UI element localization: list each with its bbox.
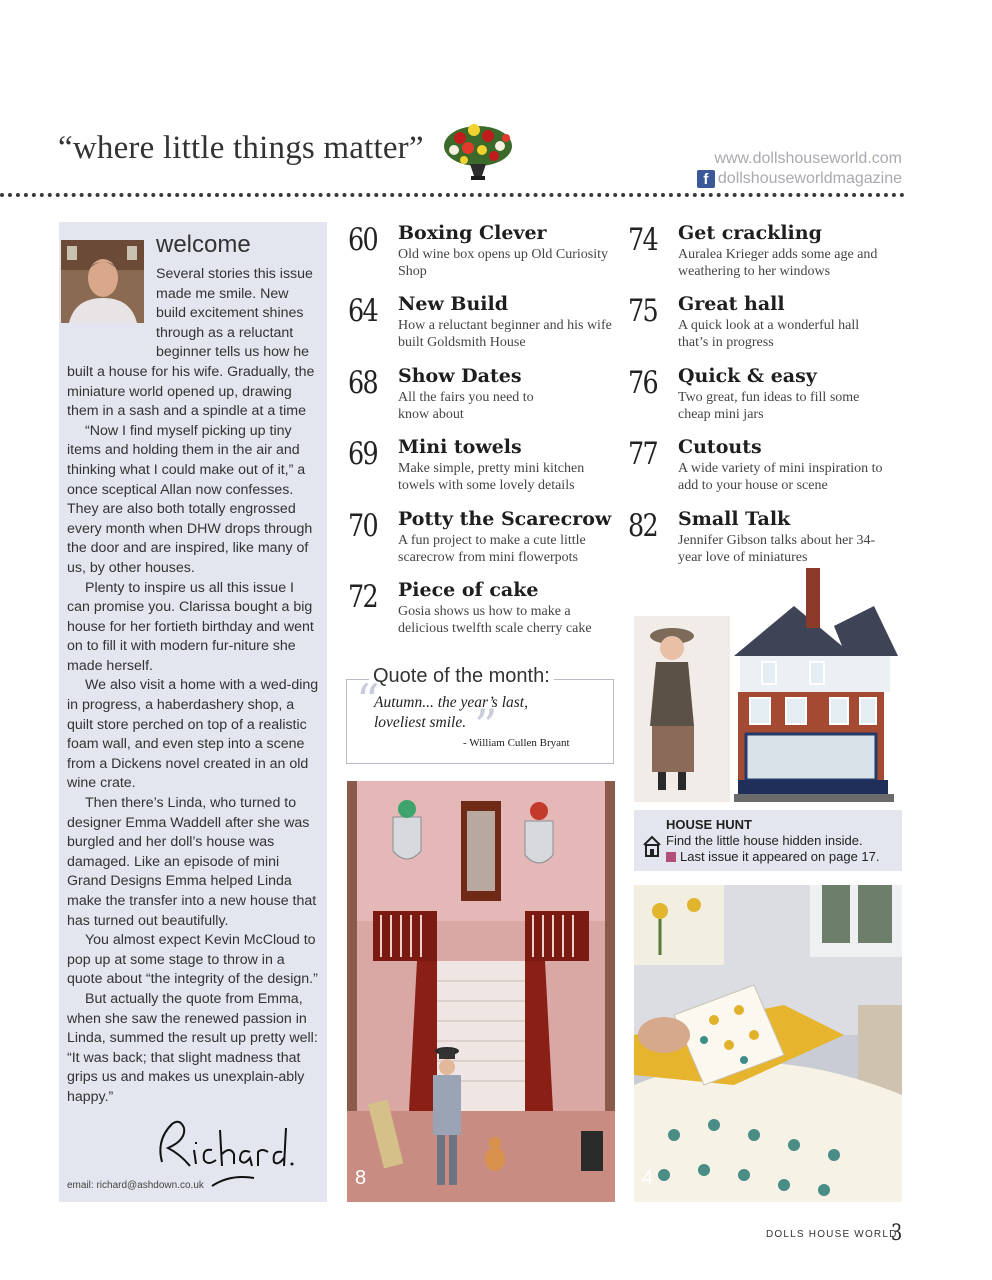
facebook-handle: dollshouseworldmagazine [717, 170, 902, 187]
open-quote-icon: “ [356, 674, 380, 728]
toc-title: Get crackling [678, 222, 822, 244]
cushion-bed-image [634, 885, 902, 1202]
bedroom-photo [634, 885, 902, 1202]
footer-page-number: 3 [891, 1221, 903, 1246]
toc-title: Mini towels [398, 436, 522, 458]
toc-page-number: 75 [628, 293, 658, 329]
quote-text: Autumn... the year’s last, loveliest smile. [374, 694, 528, 731]
toc-title: Potty the Scarecrow [398, 508, 612, 530]
toc-description: All the fairs you need to know about [398, 390, 534, 422]
square-bullet-icon [666, 852, 676, 862]
toc-page-number: 74 [628, 222, 658, 258]
footer-magazine-name: DOLLS HOUSE WORLD [766, 1229, 898, 1240]
toc-description: A wide variety of mini inspiration to add to your house or scene [678, 461, 883, 493]
toc-description: Gosia shows us how to make a delicious twelfth scale cherry cake [398, 604, 592, 636]
toc-description: A quick look at a wonderful hall that’s in progress [678, 318, 860, 350]
flower-bouquet-icon [440, 116, 516, 186]
toc-page-number: 60 [348, 222, 378, 258]
toc-title: New Build [398, 293, 509, 315]
toc-description: How a reluctant beginner and his wife built Goldsmith House [398, 318, 612, 350]
toc-page-number: 77 [628, 436, 658, 472]
toc-description: A fun project to make a cute little scarecrow from mini flowerpots [398, 533, 586, 565]
house-hunt-last-issue [666, 849, 879, 864]
facebook-link[interactable] [697, 170, 902, 188]
house-hunt-title: HOUSE HUNT [666, 817, 752, 832]
toc-title: Quick & easy [678, 365, 817, 387]
house-hunt-instruction: Find the little house hidden inside. [666, 833, 863, 848]
toc-title: Great hall [678, 293, 785, 315]
toc-title: Show Dates [398, 365, 522, 387]
toc-title: Piece of cake [398, 579, 539, 601]
toc-page-number: 68 [348, 365, 378, 401]
signature [150, 1110, 300, 1190]
welcome-title: welcome [156, 231, 251, 258]
toc-title: Boxing Clever [398, 222, 547, 244]
toc-title: Cutouts [678, 436, 762, 458]
welcome-paragraph: We also visit a home with a wed-ding in progress, a haberdashery shop, a quilt store perched on top of a realistic foam wall, and even step into a scene from a Dickens novel created in an old wine crate. [67, 677, 319, 792]
toc-page-number: 82 [628, 508, 658, 544]
house-hunt-last-issue-text: Last issue it appeared on page 17. [680, 849, 880, 864]
hall-photo [347, 781, 615, 1202]
welcome-paragraph: But actually the quote from Emma, when she saw the renewed passion in Linda, summed the result up pretty well: “It was back; that slight madness that grips us and makes us unexplain-ably happy.” [67, 990, 318, 1105]
toc-page-number: 64 [348, 293, 378, 329]
quote-heading: Quote of the month: [369, 665, 554, 688]
photo-number: 8 [355, 1167, 367, 1189]
toc-description: Auralea Krieger adds some age and weathering to her windows [678, 247, 878, 279]
header-divider [0, 193, 905, 197]
dolls-house-image [634, 566, 902, 808]
welcome-paragraph: Several stories this issue made me smile. New build excitement shines through as a reluctant beginner tells us how he built a house for his wife. Gradually, the miniature world opened up, drawing them in a sash and a spindle at a time [67, 266, 315, 420]
toc-description: Two great, fun ideas to fill some cheap mini jars [678, 390, 860, 422]
toc-page-number: 76 [628, 365, 658, 401]
close-quote-icon: ” [474, 699, 498, 753]
toc-description: Make simple, pretty mini kitchen towels with some lovely details [398, 461, 585, 493]
toc-page-number: 72 [348, 579, 378, 615]
toc-title: Small Talk [678, 508, 791, 530]
website-link[interactable]: www.dollshouseworld.com [714, 150, 902, 167]
welcome-paragraph: Then there’s Linda, who turned to designer Emma Waddell after she was burgled and her doll’s house was damaged. Like an episode of mini Grand Designs Emma helped Linda make the transfer into a new house that has turned out beautifully. [67, 795, 317, 929]
house-photo [634, 566, 902, 808]
toc-description: Old wine box opens up Old Curiosity Shop [398, 247, 608, 279]
staircase-hall-image [347, 781, 615, 1202]
house-icon [642, 834, 662, 858]
toc-description: Jennifer Gibson talks about her 34-year love of miniatures [678, 533, 876, 565]
editor-email[interactable]: email: richard@ashdown.co.uk [67, 1180, 204, 1191]
welcome-paragraph: “Now I find myself picking up tiny items and holding them in the air and thinking what I could make out of it,” a once sceptical Allan now confesses. They are also both totally engrossed every month when DHW drops through the door and are inspired, like many of us, by other houses. [67, 422, 313, 576]
toc-page-number: 70 [348, 508, 378, 544]
welcome-paragraph: Plenty to inspire us all this issue I can promise you. Clarissa bought a big house for her fortieth birthday and went on to fill it with modern fur-niture she made herself. [67, 579, 314, 674]
quote-author: - William Cullen Bryant [463, 737, 570, 749]
welcome-paragraph: You almost expect Kevin McCloud to pop up at some stage to throw in a quote about “the integrity of the design.” [67, 932, 318, 988]
photo-number: 4 [642, 1167, 654, 1189]
facebook-icon: f [697, 170, 715, 188]
tagline: “where little things matter” [58, 130, 424, 166]
welcome-text [67, 265, 319, 1108]
toc-page-number: 69 [348, 436, 378, 472]
